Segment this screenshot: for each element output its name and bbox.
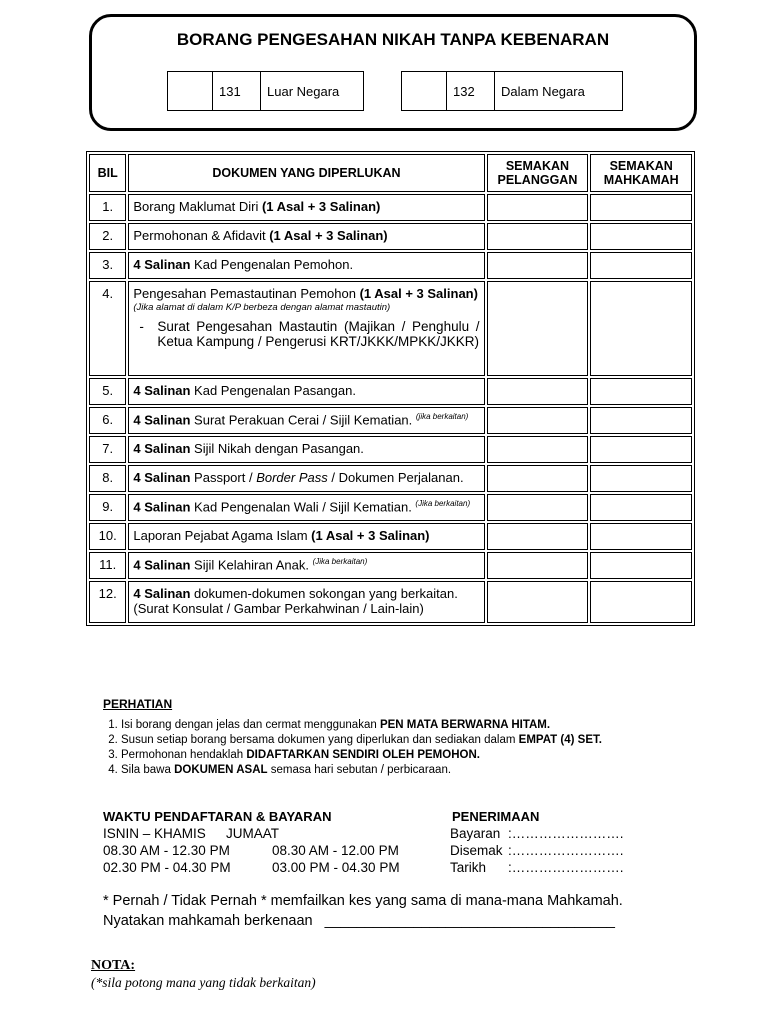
table-row (89, 436, 692, 463)
semakan-mahkamah-cell[interactable] (590, 494, 692, 521)
table-row (89, 523, 692, 550)
header-semakan-mahkamah: SEMAKAN MAHKAMAH (590, 154, 692, 192)
declaration-line1: * Pernah / Tidak Pernah * memfailkan kes yang sama di mana-mana Mahkamah. (103, 893, 623, 909)
semakan-mahkamah-cell[interactable] (590, 581, 692, 623)
table-row (89, 252, 692, 279)
list-item: 3. Permohonan hendaklah DIDAFTARKAN SENDIRI OLEH PEMOHON. (121, 748, 681, 763)
row-number: 7. (89, 436, 126, 463)
semakan-mahkamah-cell[interactable] (590, 281, 692, 376)
waktu-day2: JUMAAT (226, 826, 279, 841)
option-code: 132 (447, 72, 495, 110)
row-number: 2. (89, 223, 126, 250)
table-row (89, 552, 692, 579)
semakan-mahkamah-cell[interactable] (590, 552, 692, 579)
row-document: Pengesahan Pemastautinan Pemohon (1 Asal + 3 Salinan) (Jika alamat di dalam K/P berbeza dengan alamat mastautin) - Surat Pengesahan Mastautin (Majikan / Penghulu / Ketua Kampung / Pengerusi KRT/JKKK/MPKK/JKKR) (128, 281, 484, 376)
row-number: 12. (89, 581, 126, 623)
row-number: 1. (89, 194, 126, 221)
waktu-d1-t2: 02.30 PM - 04.30 PM (103, 860, 231, 875)
semakan-pelanggan-cell[interactable] (487, 378, 589, 405)
semakan-mahkamah-cell[interactable] (590, 194, 692, 221)
penerimaan-disemak: Disemak :……………………. (450, 843, 624, 858)
option-label: Luar Negara (267, 84, 340, 99)
semakan-pelanggan-cell[interactable] (487, 252, 589, 279)
semakan-mahkamah-cell[interactable] (590, 223, 692, 250)
semakan-pelanggan-cell[interactable] (487, 436, 589, 463)
table-row (89, 494, 692, 521)
header-bil: BIL (89, 154, 126, 192)
semakan-pelanggan-cell[interactable] (487, 223, 589, 250)
row-document: 4 Salinan Sijil Kelahiran Anak. $^{(Jika berkaitan)}$ (128, 552, 484, 579)
semakan-pelanggan-cell[interactable] (487, 465, 589, 492)
documents-table (86, 151, 695, 626)
row-document: Laporan Pejabat Agama Islam (1 Asal + 3 Salinan) (128, 523, 484, 550)
mahkamah-blank[interactable]: ____________________________________ (324, 913, 615, 929)
row-number: 5. (89, 378, 126, 405)
row-number: 9. (89, 494, 126, 521)
semakan-pelanggan-cell[interactable] (487, 552, 589, 579)
semakan-pelanggan-cell[interactable] (487, 523, 589, 550)
semakan-pelanggan-cell[interactable] (487, 494, 589, 521)
row-number: 10. (89, 523, 126, 550)
semakan-mahkamah-cell[interactable] (590, 407, 692, 434)
option-checkbox-132[interactable] (402, 72, 447, 110)
row-document: 4 Salinan Kad Pengenalan Wali / Sijil Kematian. $^{(Jika berkaitan)}$ (128, 494, 484, 521)
header-semakan-pelanggan: SEMAKAN PELANGGAN (487, 154, 589, 192)
option-code: 131 (213, 72, 261, 110)
declaration-line2: Nyatakan mahkamah berkenaan ____________________________________ (103, 913, 615, 929)
waktu-title: WAKTU PENDAFTARAN & BAYARAN (103, 809, 332, 824)
penerimaan-tarikh: Tarikh :……………………. (450, 860, 624, 875)
nota-title: NOTA: (91, 958, 136, 973)
header-dokumen: DOKUMEN YANG DIPERLUKAN (128, 154, 484, 192)
row-document: Borang Maklumat Diri (1 Asal + 3 Salinan) (128, 194, 484, 221)
table-row (89, 581, 692, 623)
waktu-d2-t1: 08.30 AM - 12.00 PM (272, 843, 399, 858)
semakan-pelanggan-cell[interactable] (487, 581, 589, 623)
row-number: 3. (89, 252, 126, 279)
perhatian-list (103, 718, 681, 778)
table-row (89, 194, 692, 221)
semakan-mahkamah-cell[interactable] (590, 523, 692, 550)
list-item: 1. Isi borang dengan jelas dan cermat menggunakan PEN MATA BERWARNA HITAM. (121, 718, 681, 733)
row-document: 4 Salinan Surat Perakuan Cerai / Sijil Kematian. $^{(jika berkaitan)}$ (128, 407, 484, 434)
perhatian-title: PERHATIAN (103, 697, 173, 711)
row-document: 4 Salinan Sijil Nikah dengan Pasangan. (128, 436, 484, 463)
row-document: 4 Salinan Kad Pengenalan Pasangan. (128, 378, 484, 405)
option-luar-negara[interactable] (167, 71, 364, 111)
form-title: BORANG PENGESAHAN NIKAH TANPA KEBENARAN (176, 30, 610, 49)
row-number: 11. (89, 552, 126, 579)
semakan-pelanggan-cell[interactable] (487, 281, 589, 376)
row-number: 6. (89, 407, 126, 434)
penerimaan-bayaran: Bayaran :……………………. (450, 826, 624, 841)
table-row (89, 407, 692, 434)
table-row (89, 465, 692, 492)
option-checkbox-131[interactable] (168, 72, 213, 110)
semakan-mahkamah-cell[interactable] (590, 465, 692, 492)
waktu-day1: ISNIN – KHAMIS (103, 826, 206, 841)
list-item: 2. Susun setiap borang bersama dokumen yang diperlukan dan sediakan dalam EMPAT (4) SET. (121, 733, 681, 748)
row-number: 4. (89, 281, 126, 376)
waktu-d1-t1: 08.30 AM - 12.30 PM (103, 843, 230, 858)
row-document: Permohonan & Afidavit (1 Asal + 3 Salinan) (128, 223, 484, 250)
semakan-mahkamah-cell[interactable] (590, 436, 692, 463)
option-dalam-negara[interactable] (401, 71, 623, 111)
semakan-mahkamah-cell[interactable] (590, 252, 692, 279)
row-number: 8. (89, 465, 126, 492)
table-row (89, 378, 692, 405)
row-document: 4 Salinan Passport / Border Pass / Dokumen Perjalanan. (128, 465, 484, 492)
semakan-mahkamah-cell[interactable] (590, 378, 692, 405)
row-document: 4 Salinan Kad Pengenalan Pemohon. (128, 252, 484, 279)
table-row (89, 281, 692, 376)
waktu-d2-t2: 03.00 PM - 04.30 PM (272, 860, 400, 875)
penerimaan-title: PENERIMAAN (452, 809, 540, 824)
row-document: 4 Salinan dokumen-dokumen sokongan yang berkaitan. (Surat Konsulat / Gambar Perkahwinan / Lain-lain) (128, 581, 484, 623)
table-row (89, 223, 692, 250)
list-item: 4. Sila bawa DOKUMEN ASAL semasa hari sebutan / perbicaraan. (121, 763, 681, 778)
semakan-pelanggan-cell[interactable] (487, 194, 589, 221)
option-label: Dalam Negara (501, 84, 585, 99)
semakan-pelanggan-cell[interactable] (487, 407, 589, 434)
nota-text: (*sila potong mana yang tidak berkaitan) (91, 975, 316, 990)
